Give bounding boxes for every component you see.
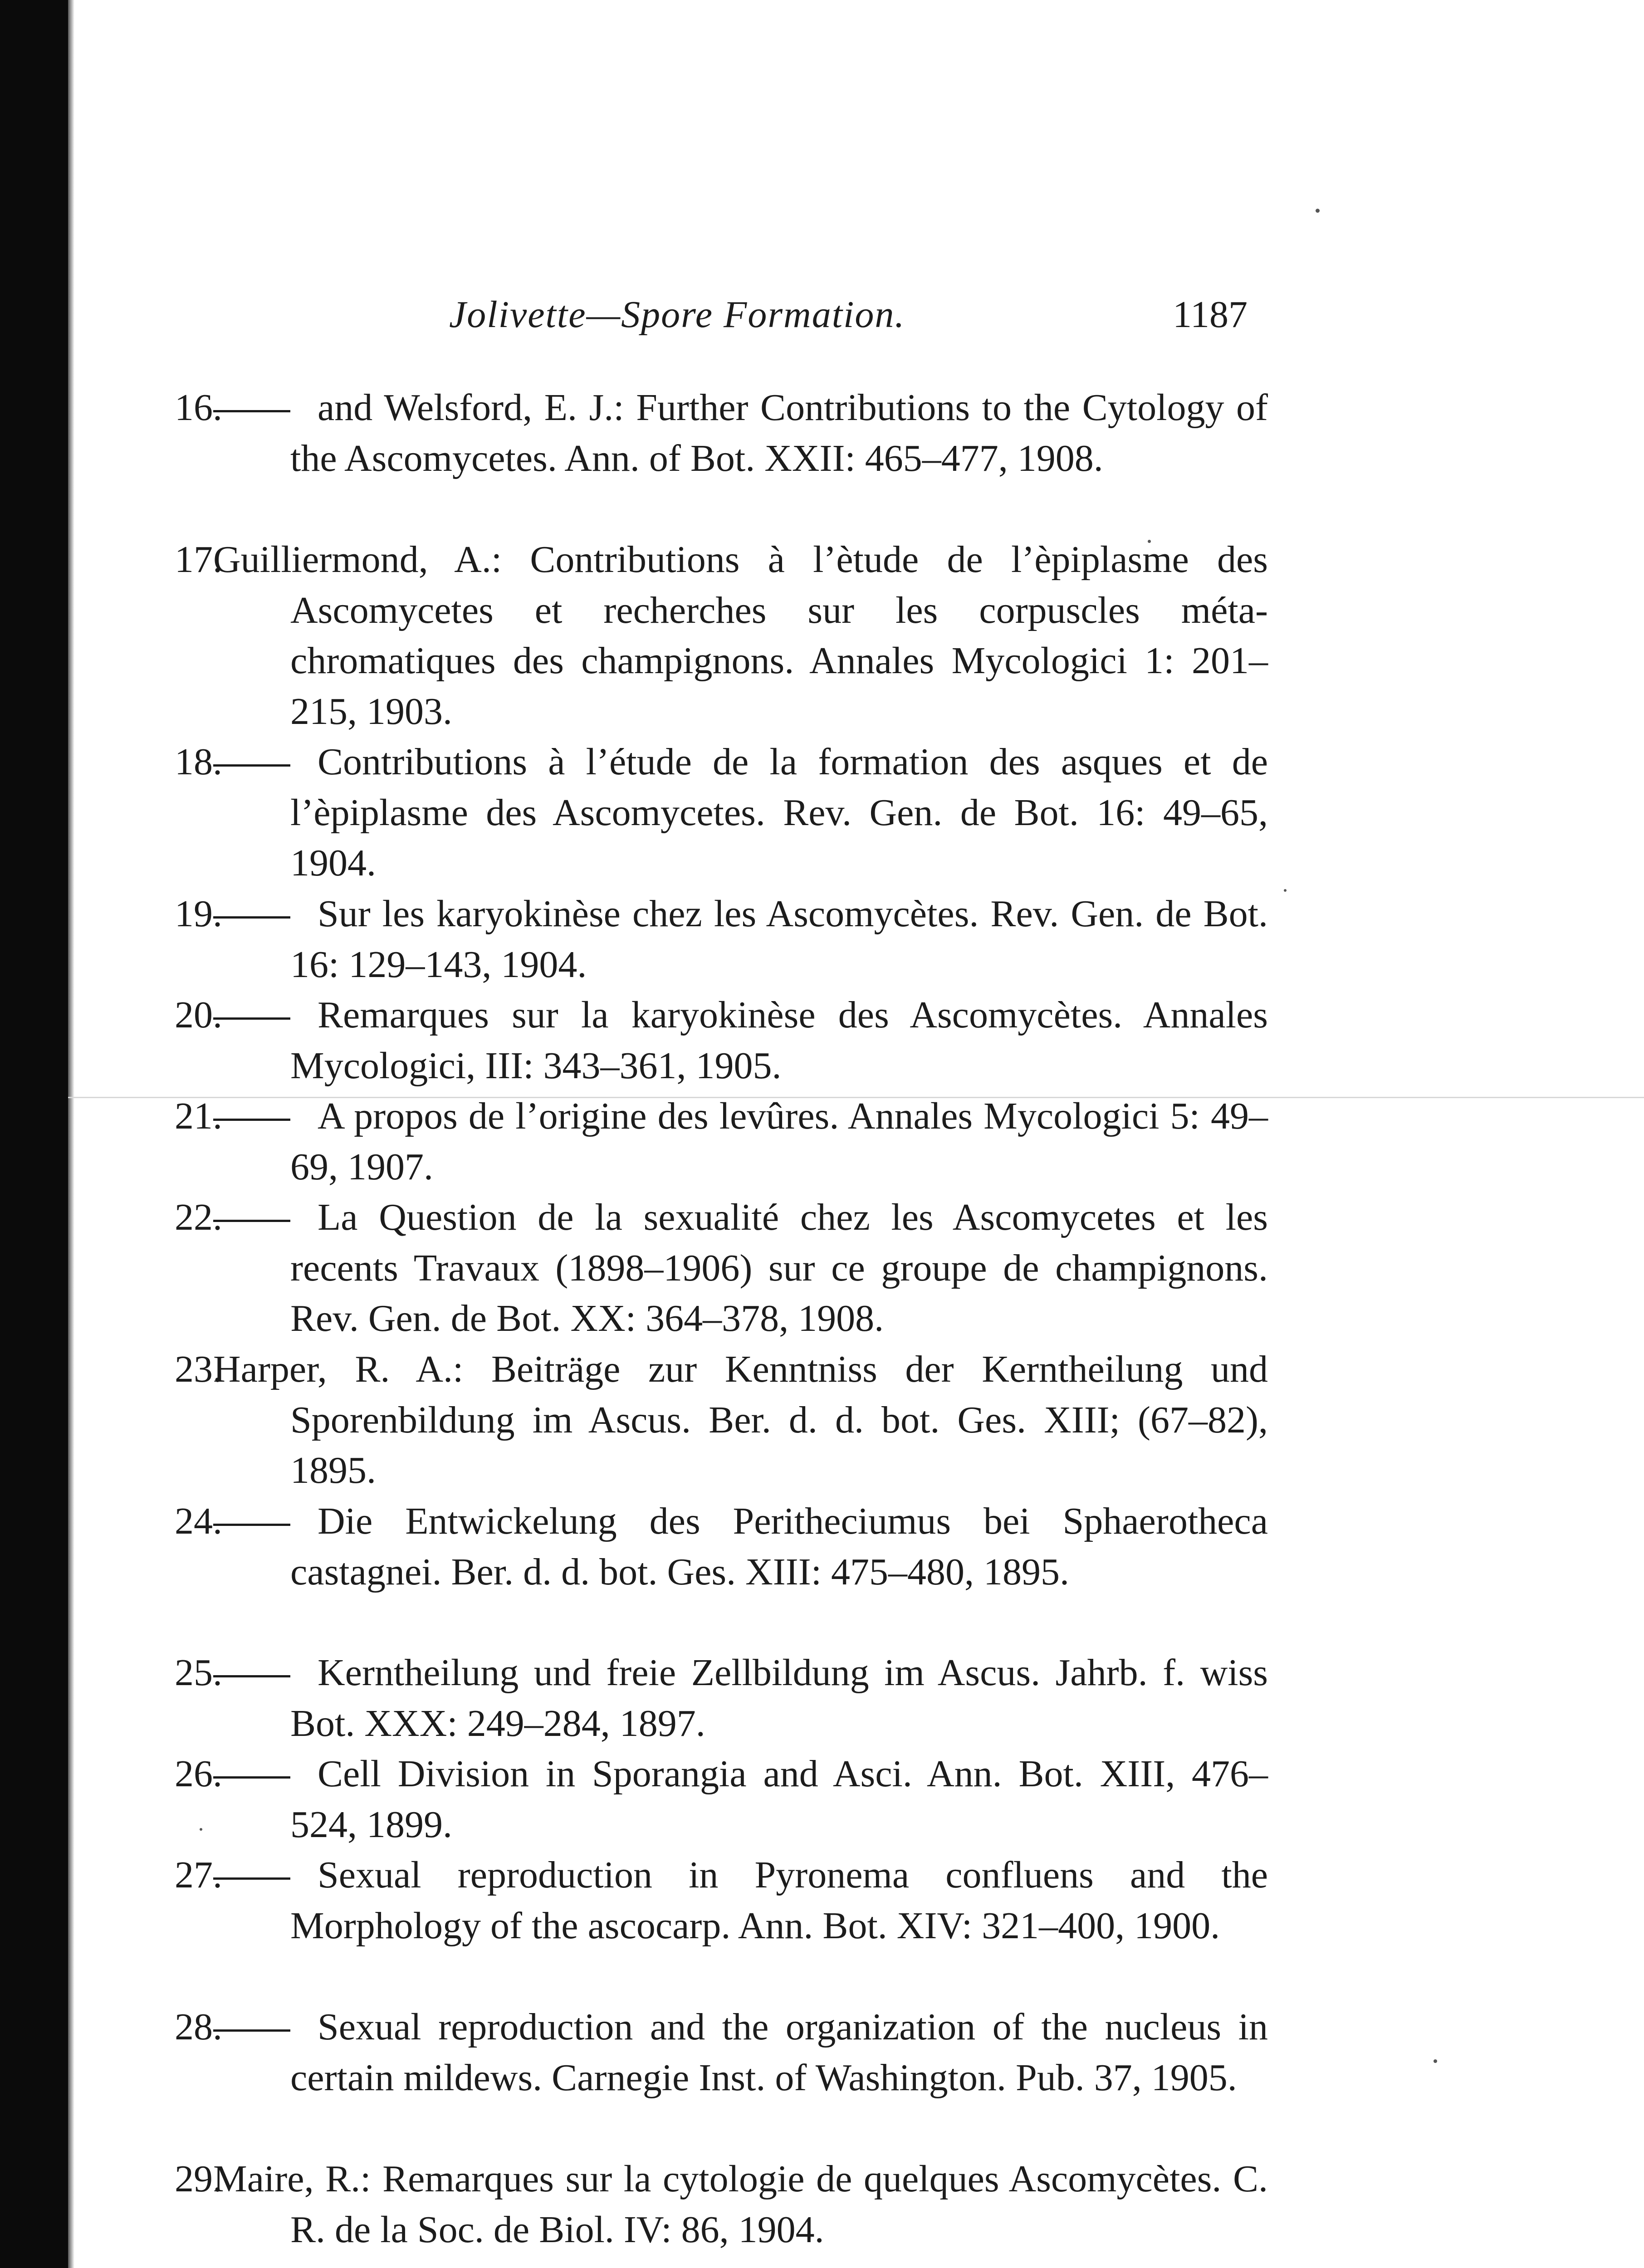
reference-entry bbox=[150, 1496, 1268, 1597]
reference-number: 18. bbox=[175, 741, 222, 783]
ditto-dash bbox=[213, 410, 290, 412]
reference-number: 22. bbox=[175, 1196, 222, 1238]
reference-entry bbox=[150, 1749, 1268, 1850]
reference-text: Maire, R.: Remarques sur la cytologie de quelques Ascomycètes. C. R. de la Soc. de Biol. IV: 86, 1904. bbox=[213, 2158, 1268, 2251]
reference-entry bbox=[150, 1192, 1268, 1344]
ditto-dash bbox=[213, 916, 290, 919]
reference-text: Guilliermond, A.: Contributions à l’ètude de l’èpiplasme des Ascomycetes et recherches sur les corpuscles méta-chromatiques des champignons. Annales Mycologici 1: 201–215, 1903. bbox=[213, 538, 1268, 733]
ditto-dash bbox=[213, 1776, 290, 1779]
page-header bbox=[449, 293, 1248, 342]
reference-number: 17. bbox=[175, 538, 222, 581]
reference-text: Remarques sur la karyokinèse des Ascomycètes. Annales Mycologici, III: 343–361, 1905. bbox=[290, 994, 1268, 1087]
reference-entry bbox=[150, 737, 1268, 889]
ditto-dash bbox=[213, 1220, 290, 1222]
ditto-dash bbox=[213, 764, 290, 767]
reference-entry bbox=[150, 1091, 1268, 1192]
reference-entry bbox=[150, 2002, 1268, 2103]
ink-speck bbox=[1434, 2059, 1437, 2063]
reference-number: 29. bbox=[175, 2158, 222, 2200]
reference-number: 25. bbox=[175, 1652, 222, 1694]
ditto-dash bbox=[213, 1119, 290, 1121]
reference-number: 20. bbox=[175, 994, 222, 1036]
reference-entry bbox=[150, 990, 1268, 1091]
reference-entry bbox=[150, 1850, 1268, 1951]
reference-entry bbox=[150, 889, 1268, 990]
ditto-dash bbox=[213, 2029, 290, 2032]
reference-text: Sur les karyokinèse chez les Ascomycètes. Rev. Gen. de Bot. 16: 129–143, 1904. bbox=[290, 893, 1268, 986]
reference-number: 16. bbox=[175, 386, 222, 429]
reference-number: 27. bbox=[175, 1854, 222, 1896]
reference-entry bbox=[150, 1344, 1268, 1496]
reference-number: 21. bbox=[175, 1095, 222, 1137]
ditto-dash bbox=[213, 1017, 290, 1020]
ditto-dash bbox=[213, 1877, 290, 1880]
reference-text: Contributions à l’étude de la formation des asques et de l’èpiplasme des Ascomycetes. Rev. Gen. de Bot. 16: 49–65, 1904. bbox=[290, 741, 1268, 885]
reference-number: 23. bbox=[175, 1348, 222, 1390]
reference-text: Kerntheilung und freie Zellbildung im Ascus. Jahrb. f. wiss Bot. XXX: 249–284, 1897. bbox=[290, 1652, 1268, 1745]
ditto-dash bbox=[213, 1524, 290, 1526]
reference-text: A propos de l’origine des levûres. Annales Mycologici 5: 49–69, 1907. bbox=[290, 1095, 1268, 1188]
reference-entry bbox=[150, 382, 1268, 484]
reference-text: La Question de la sexualité chez les Ascomycetes et les recents Travaux (1898–1906) sur ce groupe de champignons. Rev. Gen. de Bot. XX: 364–378, 1908. bbox=[290, 1196, 1268, 1340]
reference-text: Sexual reproduction in Pyronema confluens and the Morphology of the ascocarp. Ann. Bot. XIV: 321–400, 1900. bbox=[290, 1854, 1268, 1947]
ditto-dash bbox=[213, 1675, 290, 1677]
reference-entry bbox=[150, 534, 1268, 737]
reference-text: Sexual reproduction and the organization of the nucleus in certain mildews. Carnegie Inst. of Washington. Pub. 37, 1905. bbox=[290, 2006, 1268, 2099]
running-title: Jolivette—Spore Formation. bbox=[449, 293, 905, 336]
reference-entry bbox=[150, 2154, 1268, 2255]
reference-number: 26. bbox=[175, 1753, 222, 1795]
scan-edge-left bbox=[0, 0, 68, 2268]
ink-speck bbox=[1316, 209, 1320, 213]
ink-speck bbox=[1284, 889, 1287, 892]
page-number: 1187 bbox=[1173, 293, 1248, 336]
reference-number: 28. bbox=[175, 2006, 222, 2048]
reference-text: Harper, R. A.: Beiträge zur Kenntniss der Kerntheilung und Sporenbildung im Ascus. Ber. d. d. bot. Ges. XIII; (67–82), 1895. bbox=[213, 1348, 1268, 1492]
reference-text: Cell Division in Sporangia and Asci. Ann. Bot. XIII, 476–524, 1899. bbox=[290, 1753, 1268, 1846]
reference-text: Die Entwickelung des Peritheciumus bei Sphaerotheca castagnei. Ber. d. d. bot. Ges. XIII: 475–480, 1895. bbox=[290, 1500, 1268, 1593]
reference-number: 24. bbox=[175, 1500, 222, 1542]
reference-number: 19. bbox=[175, 893, 222, 935]
reference-text: and Welsford, E. J.: Further Contributions to the Cytology of the Ascomycetes. Ann. of Bot. XXII: 465–477, 1908. bbox=[290, 386, 1268, 479]
reference-entry bbox=[150, 1647, 1268, 1749]
